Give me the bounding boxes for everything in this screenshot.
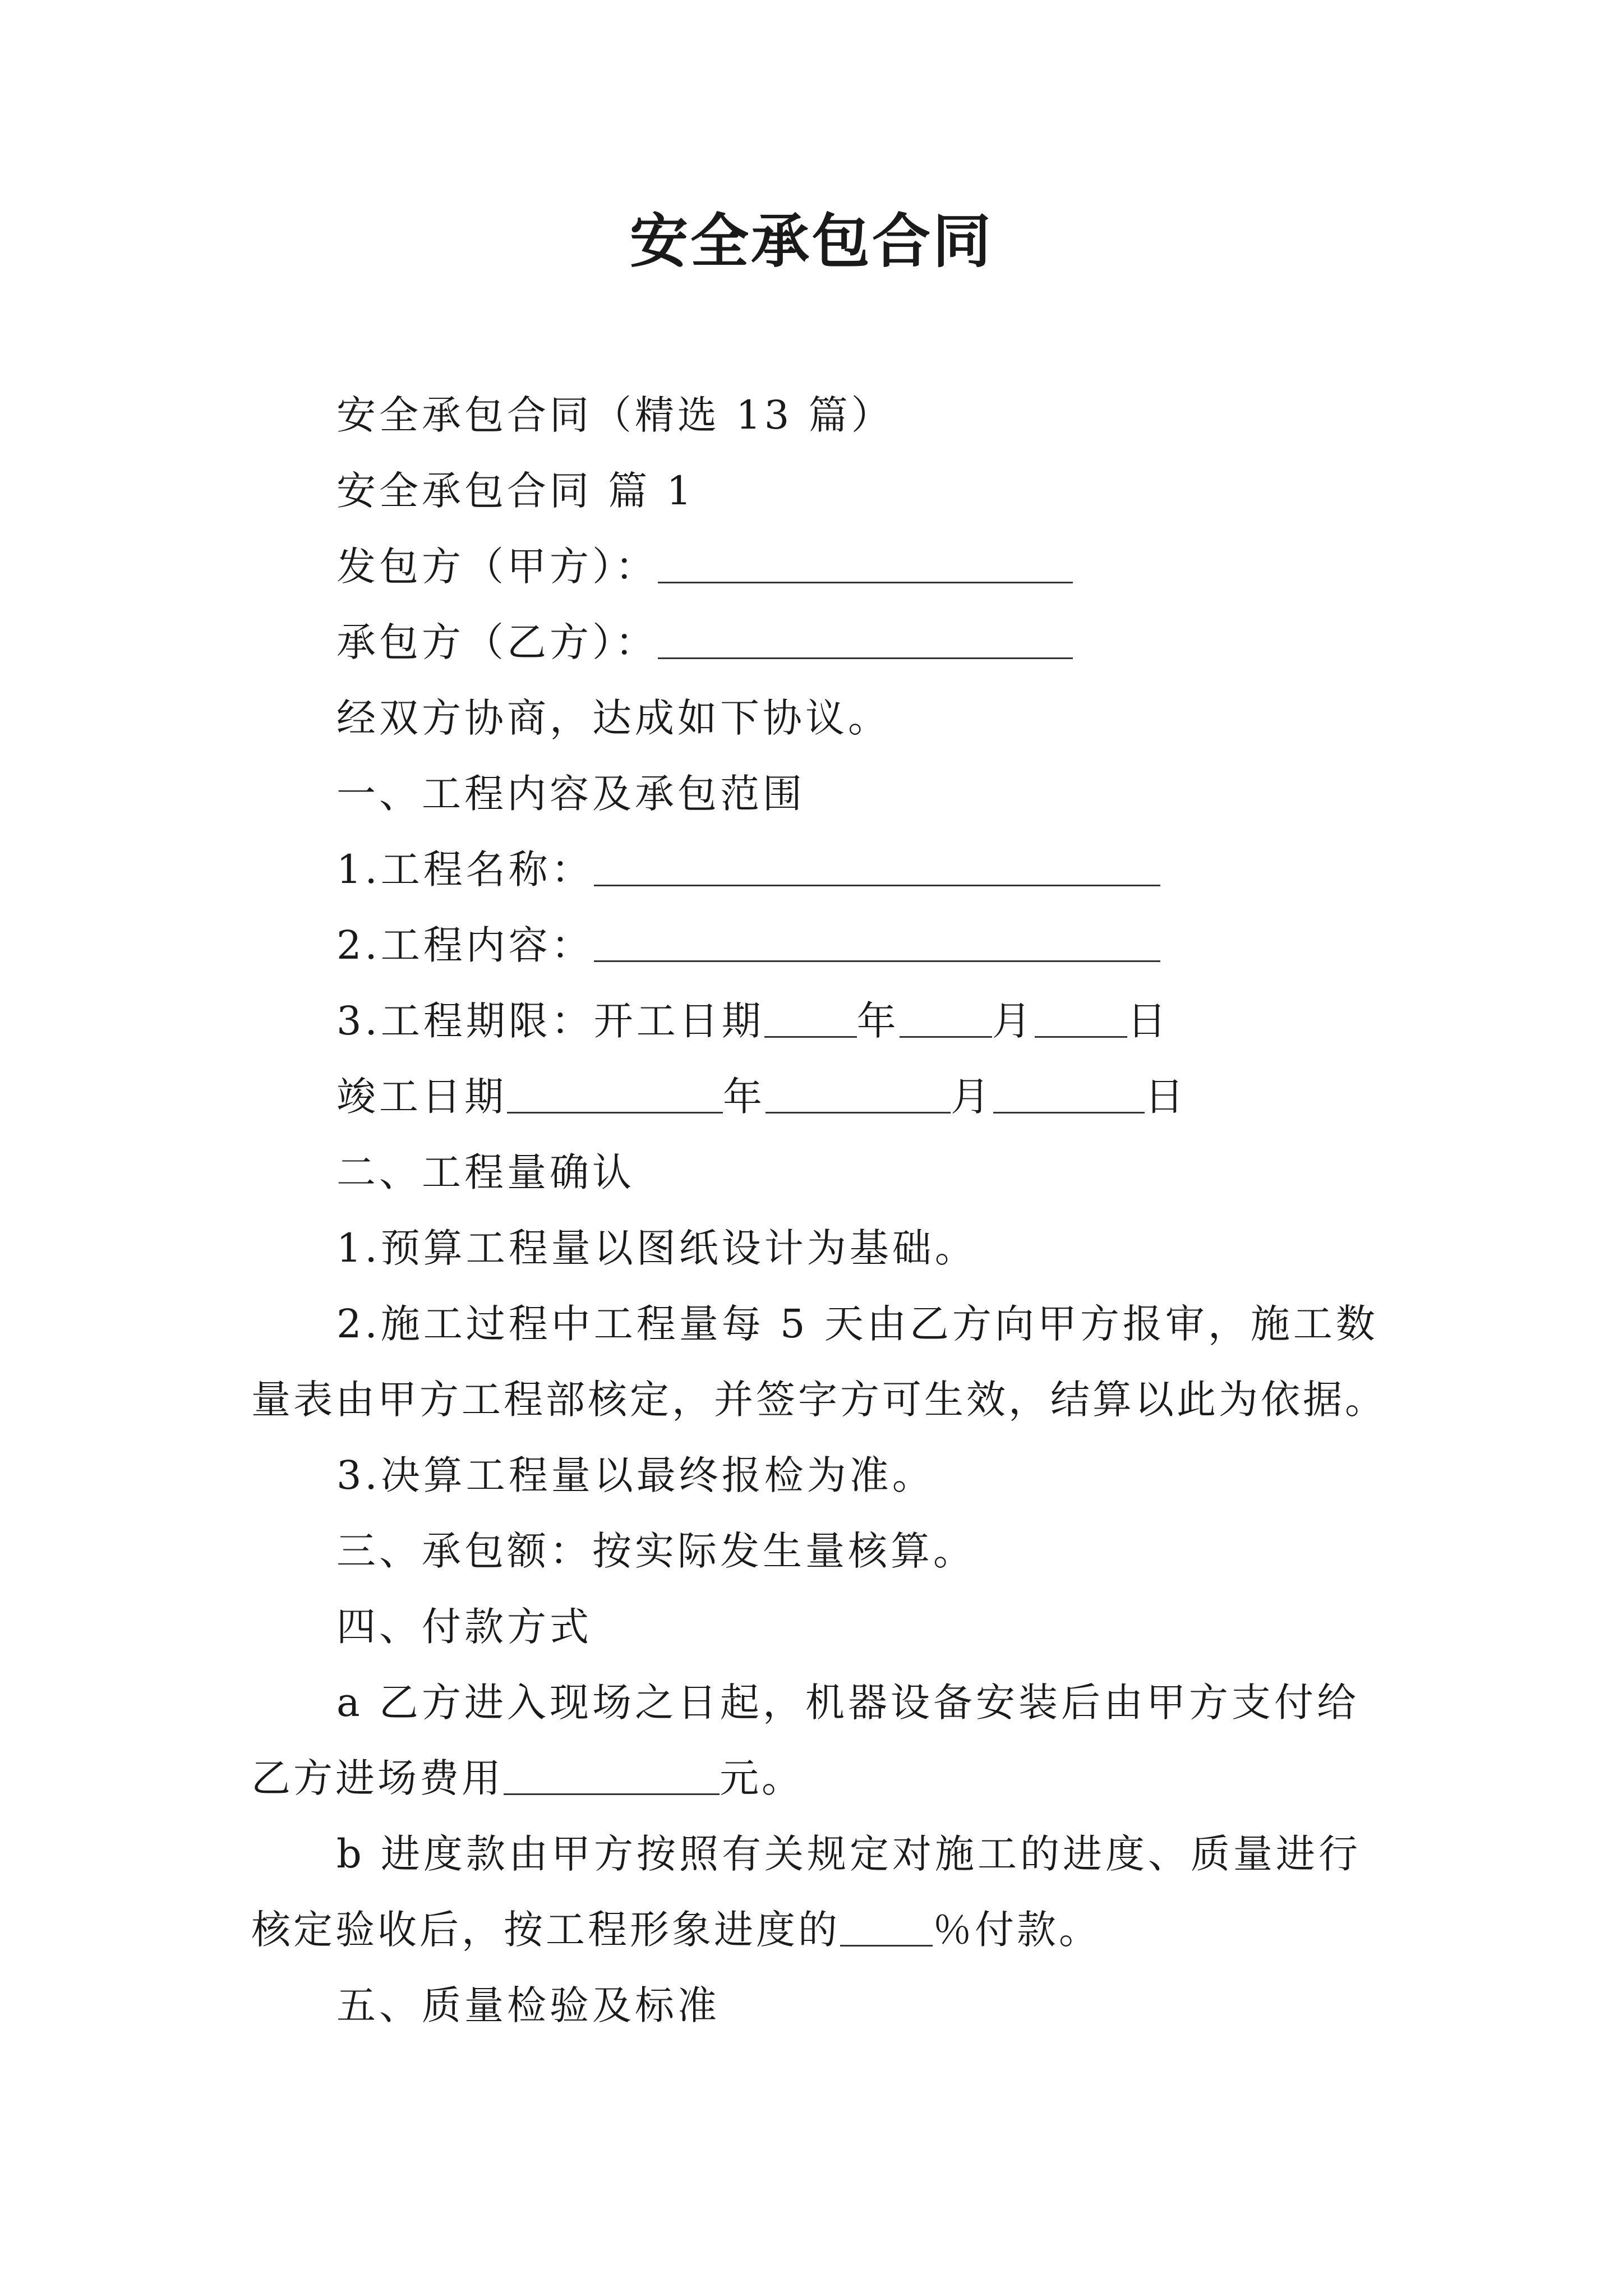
- s4-a-line-2: [251, 1747, 1384, 1809]
- project-name-line: [336, 839, 1160, 900]
- completion-year-unit: 年: [723, 1074, 766, 1120]
- document-title: 安全承包合同: [629, 206, 993, 275]
- start-day-unit: 日: [1127, 998, 1170, 1044]
- project-content-line: [336, 914, 1160, 976]
- section-1-heading: 一、工程内容及承包范围: [336, 771, 805, 817]
- completion-month-unit: 月: [951, 1074, 993, 1120]
- party-a-line: [336, 536, 1073, 597]
- s4-b-line-2: [251, 1899, 1384, 1961]
- s2-item-3: 3.决算工程量以最终报检为准。: [336, 1452, 935, 1498]
- article-heading: 安全承包合同 篇 1: [336, 468, 695, 514]
- entry-fee-unit: 元。: [720, 1755, 804, 1801]
- start-year-unit: 年: [856, 998, 900, 1044]
- s2-item-1: 1.预算工程量以图纸设计为基础。: [336, 1225, 978, 1271]
- intro-paragraph: 经双方协商，达成如下协议。: [336, 695, 891, 741]
- progress-payment-label: 核定验收后，按工程形象进度的: [251, 1907, 840, 1953]
- progress-payment-suffix: ％付款。: [933, 1907, 1101, 1953]
- start-month-unit: 月: [992, 998, 1035, 1044]
- party-b-label: 承包方（乙方）：: [336, 619, 658, 665]
- completion-day-unit: 日: [1145, 1074, 1187, 1120]
- project-period-line: [336, 990, 1170, 1052]
- project-name-blank: [594, 844, 1160, 886]
- completion-date-label: 竣工日期: [336, 1074, 507, 1120]
- completion-date-line: [336, 1066, 1187, 1128]
- project-content-label: 2.工程内容：: [336, 922, 594, 968]
- s2-item-2-line-2: 量表由甲方工程部核定，并签字方可生效，结算以此为依据。: [251, 1377, 1387, 1423]
- start-year-blank: [764, 996, 857, 1038]
- party-a-blank: [658, 541, 1073, 583]
- project-name-label: 1.工程名称：: [336, 846, 594, 892]
- completion-year-blank: [507, 1071, 723, 1114]
- s4-b-line-1: b 进度款由甲方按照有关规定对施工的进度、质量进行: [336, 1831, 1362, 1877]
- completion-month-blank: [766, 1071, 951, 1114]
- party-b-line: [336, 611, 1073, 673]
- section-5-heading: 五、质量检验及标准: [336, 1982, 720, 2028]
- progress-percent-blank: [840, 1904, 933, 1947]
- section-3-line: 三、承包额：按实际发生量核算。: [336, 1528, 976, 1574]
- entry-fee-blank: [504, 1753, 720, 1795]
- party-b-blank: [658, 617, 1073, 659]
- party-a-label: 发包方（甲方）：: [336, 544, 658, 590]
- completion-day-blank: [993, 1071, 1145, 1114]
- project-content-blank: [594, 920, 1160, 962]
- document-subtitle: 安全承包合同（精选 13 篇）: [336, 392, 894, 438]
- start-month-blank: [900, 996, 992, 1038]
- s2-item-2-line-1: 2.施工过程中工程量每 5 天由乙方向甲方报审，施工数: [336, 1301, 1378, 1347]
- section-4-heading: 四、付款方式: [336, 1604, 592, 1650]
- section-2-heading: 二、工程量确认: [336, 1149, 635, 1195]
- s4-a-line-1: a 乙方进入现场之日起，机器设备安装后由甲方支付给: [336, 1680, 1359, 1726]
- entry-fee-label: 乙方进场费用: [251, 1755, 504, 1801]
- start-day-blank: [1035, 996, 1127, 1038]
- start-date-label: 3.工程期限：开工日期: [336, 998, 764, 1044]
